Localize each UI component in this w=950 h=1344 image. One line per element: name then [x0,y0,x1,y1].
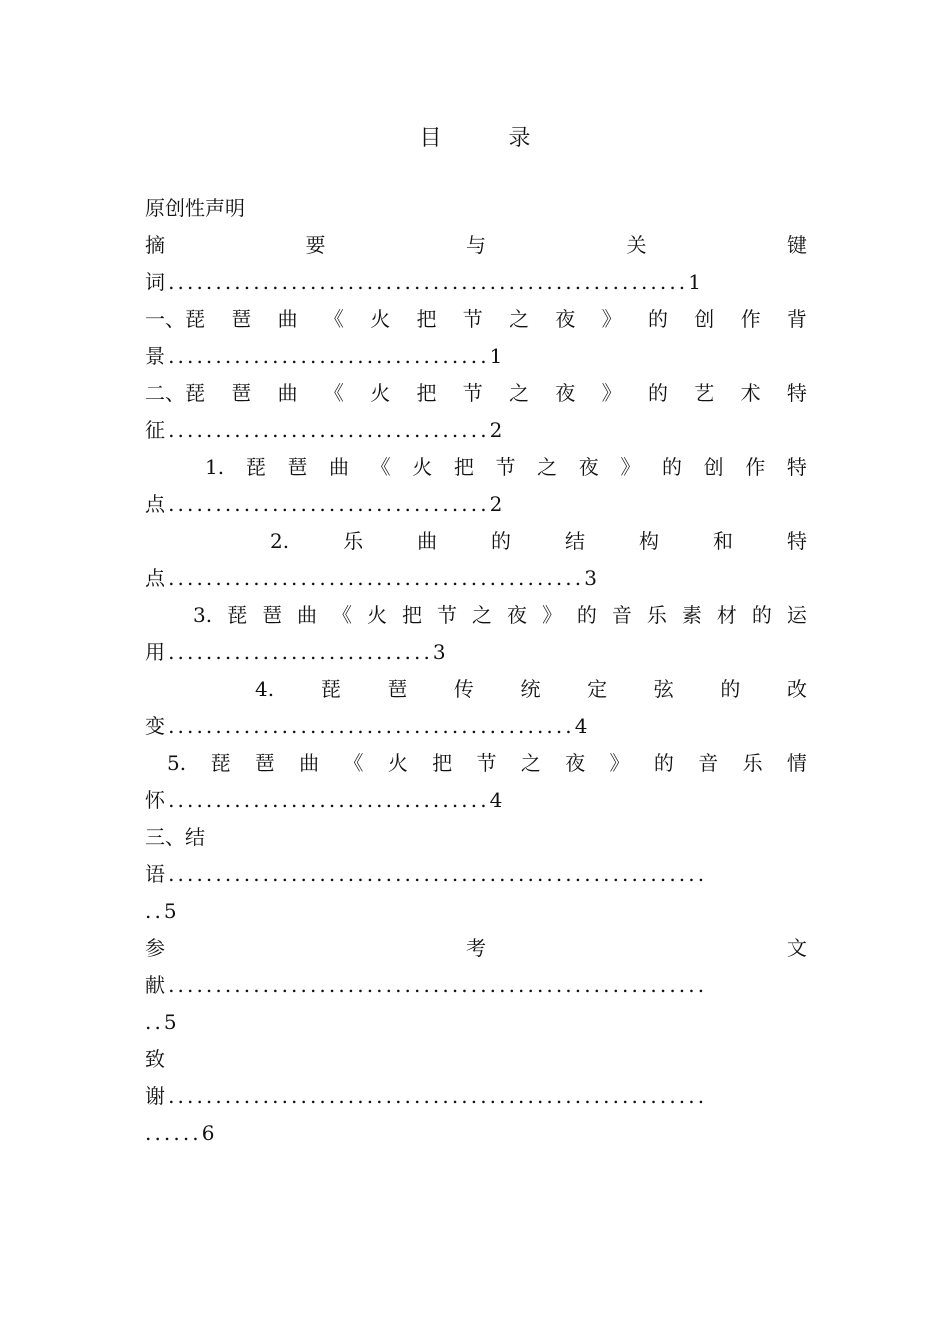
toc-word: 》 [541,603,562,627]
toc-word: 特 [786,381,807,405]
toc-abstract-line2: 词.......................................................1 [145,270,705,294]
toc-word: 琶 [231,307,252,331]
toc-word: 参 [145,936,165,960]
toc-word: 结 [565,529,586,553]
toc-word: 节 [462,307,483,331]
toc-word: 《 [370,455,391,479]
toc-thanks-line3: ......6 [145,1121,218,1145]
toc-word: 琶 [254,751,275,775]
toc-word: 创 [703,455,724,479]
toc-word: 和 [713,529,733,553]
toc-sec2-2-line1 [145,523,807,560]
toc-thanks-line1: 致 [145,1047,165,1071]
toc-word: 曲 [297,603,318,627]
toc-word: 节 [495,455,516,479]
toc-word: 把 [453,455,474,479]
toc-word: 《 [323,307,344,331]
toc-word: 把 [416,307,437,331]
toc-sec2-3-line1 [145,597,807,634]
toc-word: 的 [576,603,597,627]
toc-word: 《 [332,603,353,627]
toc-word: 夜 [565,751,586,775]
toc-word: 素 [681,603,702,627]
toc-word: 的 [647,307,668,331]
toc-sec2-line1 [145,375,807,412]
toc-word: 夜 [578,455,599,479]
toc-sec3-line1: 三、结 [145,825,205,849]
toc-word: 节 [476,751,497,775]
toc-sec2-3-line2: 用............................3 [145,640,449,664]
toc-word: 的 [647,381,668,405]
toc-word: 艺 [694,381,715,405]
toc-sec2-1-line1 [145,449,807,486]
toc-sec2-4-line1 [145,671,807,708]
toc-sec3-line3: ..5 [145,899,180,923]
toc-word: 运 [786,603,807,627]
page-title: 目 录 [419,126,561,151]
toc-word: 曲 [277,381,298,405]
toc-word: 要 [305,233,326,257]
toc-word: 《 [343,751,364,775]
toc-word: 把 [402,603,422,627]
toc-word: 把 [432,751,453,775]
toc-word: 《 [323,381,344,405]
toc-word: 琵 [320,677,341,701]
toc-word: 与 [466,233,486,257]
toc-sec2-5-line2: 怀..................................4 [145,788,506,812]
toc-word: 火 [387,751,408,775]
toc-word: 之 [509,381,530,405]
toc-abstract-line1 [145,227,807,264]
toc-word: 之 [509,307,530,331]
toc-word: 情 [786,751,807,775]
toc-word: 》 [609,751,630,775]
toc-word: 的 [661,455,682,479]
toc-word: 特 [786,529,807,553]
toc-word: 之 [537,455,558,479]
toc-word: 音 [698,751,719,775]
toc-word: 术 [740,381,761,405]
toc-word: 曲 [299,751,320,775]
toc-word: 曲 [277,307,298,331]
toc-word: 火 [370,381,391,405]
toc-references-line3: ..5 [145,1010,180,1034]
toc-sec2-5-line1 [145,745,807,782]
toc-word: 曲 [417,529,438,553]
toc-word: 夜 [555,381,576,405]
toc-word: 的 [751,603,772,627]
toc-sec2-2-line2: 点............................................3 [145,566,601,590]
table-of-contents [145,190,807,1152]
toc-sec3-line2: 语......................................................... [145,862,708,886]
toc-word: 乐 [742,751,763,775]
toc-word: 键 [787,233,807,257]
toc-word: 4. [255,677,275,701]
toc-word: 的 [653,751,674,775]
toc-word: 琶 [262,603,283,627]
toc-word: 琶 [287,455,308,479]
toc-word: 背 [786,307,807,331]
toc-word: 把 [416,381,437,405]
toc-word: 》 [601,307,622,331]
toc-word: 统 [520,677,541,701]
toc-word: 2. [270,529,290,553]
toc-word: 》 [620,455,641,479]
toc-sec2-1-line2: 点..................................2 [145,492,506,516]
toc-word: 乐 [646,603,667,627]
toc-references-line2: 献......................................................... [145,973,708,997]
toc-sec1-line1 [145,301,807,338]
toc-word: 作 [740,307,761,331]
toc-word: 构 [639,529,660,553]
toc-word: 火 [367,603,388,627]
toc-word: 之 [520,751,541,775]
toc-word: 之 [471,603,492,627]
toc-word: 改 [786,677,807,701]
toc-word: 节 [436,603,457,627]
toc-word: 创 [694,307,715,331]
toc-word: 琵 [245,455,266,479]
toc-sec2-line2: 征..................................2 [145,418,506,442]
toc-word: 音 [611,603,632,627]
toc-word: 的 [720,677,741,701]
toc-word: 作 [745,455,766,479]
toc-word: 3. [193,603,213,627]
toc-word: 材 [716,603,737,627]
toc-word: 夜 [506,603,527,627]
toc-word: 琵 [210,751,231,775]
toc-sec1-line2: 景..................................1 [145,344,506,368]
toc-thanks-line2: 谢......................................................... [145,1084,708,1108]
toc-word: 节 [462,381,483,405]
toc-word: 火 [370,307,391,331]
toc-word: 二、琵 [145,381,205,405]
toc-word: 1. [205,455,225,479]
toc-sec2-4-line2: 变...........................................4 [145,714,591,738]
toc-word: 特 [786,455,807,479]
toc-word: 琶 [231,381,252,405]
toc-word: 曲 [328,455,349,479]
toc-word: 一、琵 [145,307,205,331]
toc-originality-line1: 原创性声明 [145,196,245,220]
toc-word: 定 [587,677,608,701]
toc-word: 关 [626,233,647,257]
toc-word: 火 [412,455,433,479]
toc-word: 琵 [227,603,248,627]
toc-word: 考 [466,936,486,960]
toc-word: 弦 [653,677,674,701]
toc-word: 5. [167,751,187,775]
toc-word: 的 [491,529,512,553]
toc-word: 摘 [145,233,165,257]
toc-word: 》 [601,381,622,405]
toc-word: 传 [453,677,474,701]
toc-word: 夜 [555,307,576,331]
toc-word: 乐 [343,529,364,553]
toc-word: 琶 [387,677,408,701]
toc-word: 文 [787,936,807,960]
toc-references-line1 [145,930,807,967]
